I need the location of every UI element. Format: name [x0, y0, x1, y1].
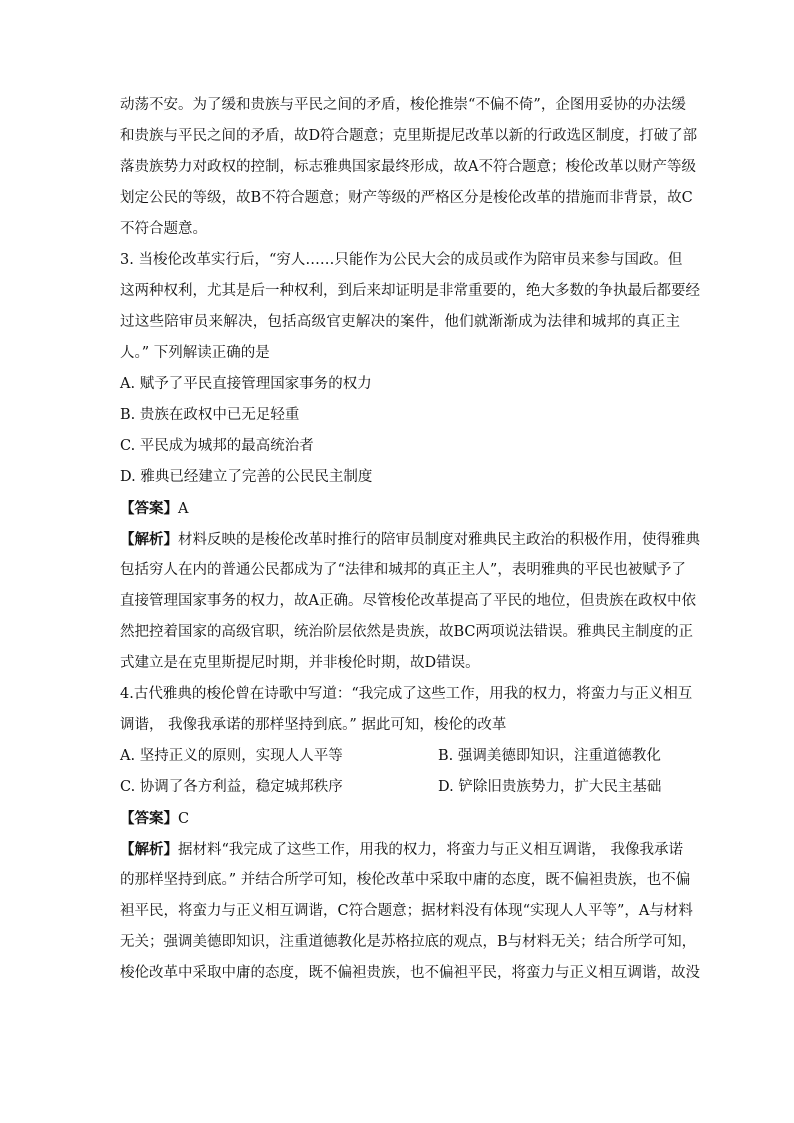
analysis-line: 梭伦改革中采取中庸的态度，既不偏袒贵族，也不偏袒平民，将蛮力与正义相互调谐，故没: [120, 965, 700, 981]
options-row: [120, 741, 680, 772]
text-line: 动荡不安。为了缓和贵族与平民之间的矛盾，梭伦推崇“不偏不倚”，企图用妥协的办法缓: [120, 97, 686, 113]
answer-line: [120, 803, 680, 834]
analysis-text: 材料反映的是梭伦改革时推行的陪审员制度对雅典民主政治的积极作用，使得雅典: [178, 532, 700, 548]
analysis-line: 然把控着国家的高级官职，统治阶层依然是贵族，故BC两项说法错误。雅典民主制度的正: [120, 624, 694, 640]
analysis-line: [120, 834, 684, 865]
answer-label: 【答案】: [120, 500, 178, 517]
analysis-line: [120, 524, 700, 555]
analysis-text: 据材料“我完成了这些工作，用我的权力，将蛮力与正义相互调谐， 我像我承诺: [178, 842, 684, 858]
text-line: 落贵族势力对政权的控制，标志雅典国家最终形成，故A不符合题意；梭伦改革以财产等级: [120, 159, 696, 175]
prev-analysis-paragraph: [120, 90, 698, 245]
analysis-line: 直接管理国家事务的权力，故A正确。尽管梭伦改革提高了平民的地位，但贵族在政权中依: [120, 593, 696, 609]
question-stem-line: 4.古代雅典的梭伦曾在诗歌中写道：“我完成了这些工作，用我的权力，将蛮力与正义相互: [120, 686, 693, 702]
text-line: 划定公民的等级，故B不符合题意；财产等级的严格区分是梭伦改革的措施而非背景，故C: [120, 190, 693, 206]
answer-value: C: [178, 811, 190, 827]
answer-line: [120, 493, 680, 524]
question-stem-line: 调谐， 我像我承诺的那样坚持到底。” 据此可知，梭伦的改革: [120, 717, 507, 733]
question-stem-line: 3. 当梭伦改革实行后，“穷人……只能作为公民大会的成员或作为陪审员来参与国政。但: [120, 252, 683, 268]
question-stem-line: 人。” 下列解读正确的是: [120, 345, 270, 361]
option-d: D. 铲除旧贵族势力，扩大民主基础: [438, 779, 662, 795]
analysis-line: 无关；强调美德即知识，注重道德教化是苏格拉底的观点，B与材料无关；结合所学可知，: [120, 934, 697, 950]
question-stem-line: 过这些陪审员来解决，包括高级官吏解决的案件，他们就渐渐成为法律和城邦的真正主: [120, 314, 680, 330]
options-row: [120, 772, 680, 803]
option-a: A. 坚持正义的原则，实现人人平等: [120, 748, 343, 764]
document-page: [120, 90, 700, 989]
option-b: B. 贵族在政权中已无足轻重: [120, 407, 300, 423]
option-c: C. 协调了各方利益，稳定城邦秩序: [120, 779, 343, 795]
analysis-line: 包括穷人在内的普通公民都成为了“法律和城邦的真正主人”，表明雅典的平民也被赋予了: [120, 562, 686, 578]
analysis-label: 【解析】: [120, 531, 178, 548]
answer-label: 【答案】: [120, 810, 178, 827]
question-stem-line: 这两种权利，尤其是后一种权利，到后来却证明是非常重要的，绝大多数的争执最后都要经: [120, 283, 700, 299]
question-3: [120, 245, 700, 679]
answer-value: A: [178, 501, 189, 517]
analysis-line: 的那样坚持到底。” 并结合所学可知，梭伦改革中采取中庸的态度，既不偏袒贵族，也不偏: [120, 872, 691, 888]
question-4: [120, 679, 700, 989]
text-line: 不符合题意。: [120, 221, 207, 237]
text-line: 和贵族与平民之间的矛盾，故D符合题意；克里斯提尼改革以新的行政选区制度，打破了部: [120, 128, 698, 144]
analysis-line: 式建立是在克里斯提尼时期，并非梭伦时期，故D错误。: [120, 655, 480, 671]
analysis-line: 袒平民，将蛮力与正义相互调谐，C符合题意；据材料没有体现“实现人人平等”，A与材料: [120, 903, 693, 919]
option-c: C. 平民成为城邦的最高统治者: [120, 438, 314, 454]
analysis-label: 【解析】: [120, 841, 178, 858]
option-d: D. 雅典已经建立了完善的公民民主制度: [120, 469, 373, 485]
option-b: B. 强调美德即知识，注重道德教化: [438, 748, 661, 764]
option-a: A. 赋予了平民直接管理国家事务的权力: [120, 376, 372, 392]
